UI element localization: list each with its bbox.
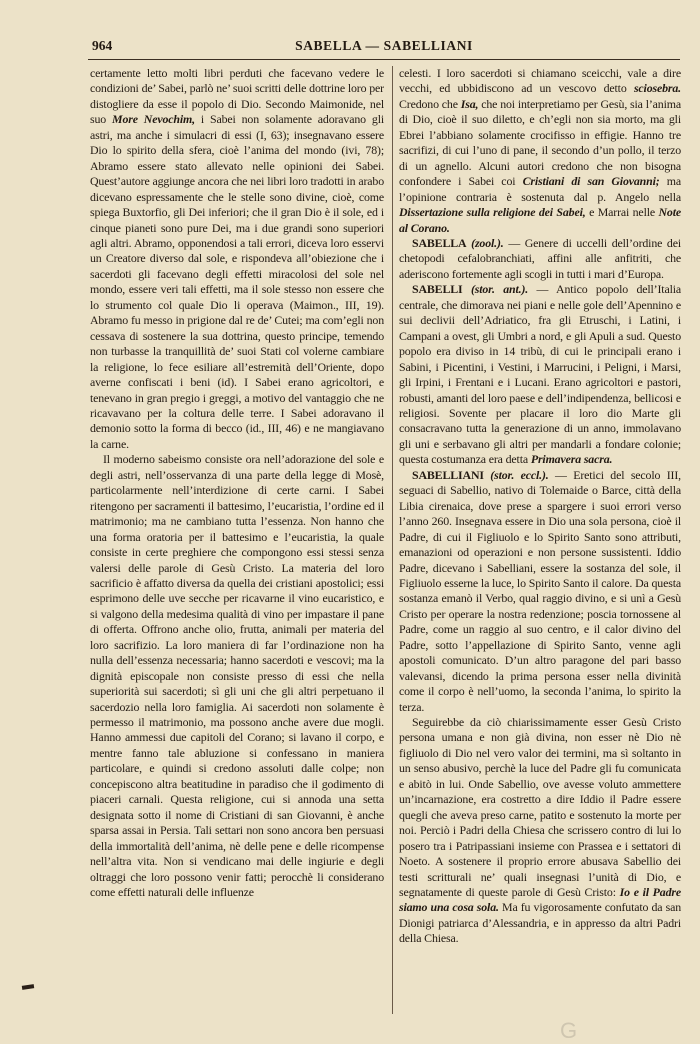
- italic-term: Note al Corano.: [399, 205, 682, 235]
- page-number: 964: [92, 38, 113, 53]
- quotation: Io e il Padre siamo una cosa sola.: [399, 885, 681, 915]
- header-rule: [88, 59, 680, 60]
- margin-mark: [22, 984, 34, 990]
- entry-sabella: [399, 236, 681, 282]
- entry-sabelliani: [399, 468, 681, 715]
- entry-headword: SABELLI: [412, 282, 463, 297]
- book-title: More Nevochim,: [112, 112, 195, 127]
- paragraph: [399, 66, 681, 236]
- right-column: [399, 66, 681, 947]
- text-run: che noi interpretiamo per Gesù, sia l’anima di Dio, cioè il suo diletto, e ch’egli non sia morto, ma gli Ebrei l’abbiano solamente crocifisso in effigie. Hanno tre sacrifizi, di cui l’uno di pane, il secondo d’un pollo, il terzo di un agnello. Alcuni autori credono che non bisogna confondere i Sabei coi: [399, 96, 681, 189]
- text-run: certamente letto molti libri perduti che facevano vedere le condizioni de’ Sabei, parlò ne’ suoi scritti delle dottrine loro per distogliere da esse il popolo di Dio. Secondo Maimonide, nel suo: [90, 66, 384, 127]
- left-column: [90, 66, 384, 900]
- entry-headword: SABELLA: [412, 235, 467, 250]
- column-divider: [392, 66, 393, 1014]
- page-header: [88, 38, 680, 58]
- entry-body: — Genere di uccelli dell’ordine dei chetopodi cefalobranchiati, affini alle anfitriti, che aderiscono fortemente agli scogli in tutti i mari d’Europa.: [399, 235, 681, 281]
- entry-sabelli: [399, 282, 681, 467]
- italic-term: Isa,: [460, 96, 479, 111]
- text-run: i Sabei non solamente adoravano gli astri, ma anche i simulacri di essi (I, 63); insegnavano essere Dio lo spirito della sfera, cioè l’anima del mondo (ivi, 78); Abramo essere stato allevato nelle opinioni dei Sabei. Quest’autore aggiunge ancora che nei libri loro tradotti in arabo dicevano espressamente che le stelle sono divine, cioè, come spiega Buxtorfio, gli Dei inferiori; che il gran Dio è il sole, ed i cinque pianeti sono pure Dei, ma i due grandi sono superiori agli altri. Abramo, opponendosi a tali errori, diceva loro esservi un Creatore diverso dal sole, e rispondeva all’obiezione che i sacerdoti gli facevano degli effetti miracolosi del sole nel mondo, essere veri tali effetti, ma il sole stesso non essere che lo strumento col quale Dio li operava (Maimon., III, 19). Abramo fu messo in prigione dal re de’ Cutei; ma com’egli non cessava di sostenere la sua dottrina, questo principe, temendo non turbasse la tranquillità de’ suoi Stati col volerne cambiare la religione, lo fece esiliare all’estremità dell’Oriente, dopo averne confiscati i beni (id). I Sabei erano agricoltori, e tenevano in gran pregio i greggi, a motivo del vantaggio che ne ricavavano per la coltura delle terre. I Sabei adoravano il demonio sotto la forma di becco (id., III, 46) e ne mangiavano la carne.: [90, 112, 384, 451]
- text-run: Ma fu vigorosamente confutato da san Dionigi patriarca d’Alessandria, e in appresso da altri Padri della Chiesa.: [399, 900, 682, 946]
- entry-category: (stor. ant.).: [470, 282, 529, 297]
- italic-term: Primavera sacra.: [530, 452, 613, 467]
- entry-headword: SABELLIANI: [412, 467, 484, 482]
- paragraph: Il moderno sabeismo consiste ora nell’adorazione del sole e degli astri, nell’osservanza di una parte della legge di Mosè, particolarmente nell’interdizione di certe carni. I Sabei ritengono per sacramenti il battesimo, l’eucaristia, l’ordine ed il matrimonio; ma ne cambiano tutta l’essenza. Non hanno che una forma oratoria per il battesimo e l’eucaristia, la quale consiste in certe preghiere che compongono essi stessi senza valersi delle parole di Gesù Cristo. La materia del loro sacrificio è affatto diversa da quella dei cristiani apostolici; essi esprimono delle uve secche per ricavarne il vino eucaristico, e si valgono della medesima qualità di vino per impastare il pane di offerta. Offrono anche olio, frutta, animali per materia del loro sacrifizio. La loro maniera di far l’ordinazione non ha nulla dell’essenza necessaria; hanno sacerdoti e vescovi; ma la dignità episcopale non consiste presso di essi che nella superiorità sui sacerdoti; sì gli uni che gli altri perpetuano il sacerdozio nella loro famiglia. Ai sacerdoti non solamente è permesso il matrimonio, ma possono anche avere due mogli. Hanno ammessi due capitoli del Corano; si lavano il corpo, e mentre fanno tale abluzione si confessano in maniera particolare, e quindi si credono assoluti dalle colpe; non concepiscono altra beatitudine in paradiso che il godimento di piaceri carnali. Questa religione, cui si annoda una setta designata sotto il nome di Cristiani di san Giovanni, è anche sparsa assai in Persia. Tali settari non sono ancora ben persuasi della immortalità dell’anima, nè delle pene e delle ricompense nell’altra vita. Non si vendicano mai delle ingiurie e degli oltraggi che loro possono venir fatti; perocchè li considerano come effetti naturali delle influenze: [90, 452, 384, 900]
- text-run: Credono che: [399, 96, 458, 111]
- text-run: e Marrai nelle: [589, 205, 655, 220]
- watermark-mark: G: [560, 1018, 579, 1043]
- paragraph: [90, 66, 384, 452]
- text-run: celesti. I loro sacerdoti si chiamano sceicchi, vale a dire vecchi, ed ubbidiscono ad un vescovo detto: [399, 66, 681, 96]
- text-run: ma l’opinione contraria è sostenuta dal p. Angelo nella: [399, 174, 681, 204]
- entry-category: (zool.).: [471, 235, 504, 250]
- entry-body: — Eretici del secolo III, seguaci di Sabellio, nativo di Tolemaide o Barce, città della Libia cirenaica, dove prese a spargere i suoi errori verso l’anno 260. Insegnava essere in Dio una sola persona, cioè il Padre, di cui il Figliuolo e lo Spirito Santo sono attributi, emanazioni od operazioni e non persone sussistenti. Iddio Padre, dicevano i Sabelliani, essere la sostanza del sole, il Figliuolo esserne la luce, lo Spirito Santo il calore. Da questa sostanza emanò il Verbo, qual raggio divino, e si unì a Gesù Cristo per operare la nostra redenzione; poscia tornossene al Padre, come un raggio al suo centro, e il calor divino del Padre, sotto l’appellazione di Spirito Santo, venne agli apostoli comunicato. D’un altro paragone del pari basso valevansi, dicendo la prima persona esser nella divinità come il corpo è nell’uomo, la seconda l’anima, lo spirito la terza.: [399, 467, 681, 714]
- running-title: SABELLA — SABELLIANI: [295, 38, 473, 53]
- italic-term: sciosebra.: [633, 81, 681, 96]
- text-run: Seguirebbe da ciò chiarissimamente esser Gesù Cristo persona umana e non già divina, non esser nè Dio nè figliuolo di Dio nel vero valor dei termini, ma sì soltanto in un senso abusivo, perchè la luce del Padre gli fu comunicata e abitò in lui. Onde Sabellio, ove avesse voluto ammettere un’incarnazione, era costretto a dire Iddio il Padre essere quegli che aveva preso carne, patito e sostenuto la morte per noi. Perciò i Padri della Chiesa che scrissero contro di lui lo posero tra i Patripassiani insieme con Prassea e i settatori di Noeto. A sostenere il proprio errore abusava Sabellio dei testi scritturali ne’ quali insegnasi l’unità di Dio, e segnatamente di queste parole di Gesù Cristo:: [399, 715, 681, 900]
- entry-body: — Antico popolo dell’Italia centrale, che dimorava nei piani e nelle gole dell’Apennino e sui declivii dell’Adriatico, fra gli Etruschi, i Latini, i Campani a ovest, gli Umbri a nord, e gli Apuli a sud. Questo popolo era diviso in 14 tribù, di cui le principali erano i Sabini, i Picentini, i Vestini, i Marrucini, i Peligni, i Marsi, gli Irpini, i Frentani e i Lucani. Erano agricoltori e pastori, robusti, amanti del loro paese e dell’indipendenza, bellicosi e religiosi. Sovente per placare il loro dio Marte gli consacravano tutta la generazione di un anno, immolavano gli uni e serbavano gli altri per mandarli a fondare colonie; questa costumanza era detta: [399, 282, 682, 467]
- paragraph: [399, 715, 681, 947]
- italic-term: Dissertazione sulla religione dei Sabei,: [399, 205, 586, 220]
- entry-category: (stor. eccl.).: [490, 467, 549, 482]
- italic-term: Cristiani di san Giovanni;: [522, 174, 660, 189]
